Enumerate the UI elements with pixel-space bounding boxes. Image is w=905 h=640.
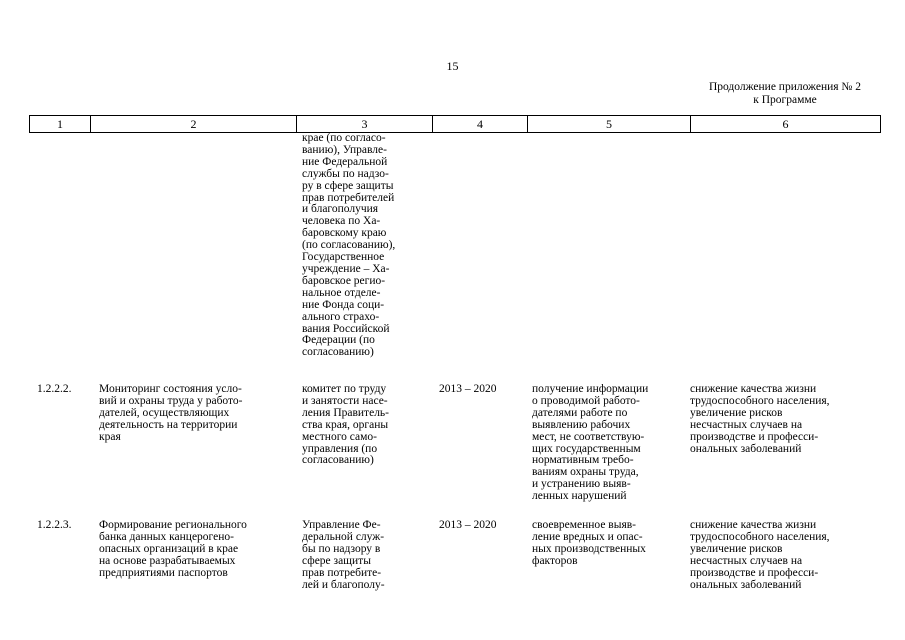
consequence: снижение качества жизни трудоспособного населения, увеличение рисков несчастных случаев на производстве и професси- ональных заболеваний xyxy=(690,383,830,455)
expected-result: своевременное выяв- ление вредных и опас- ных производственных факторов xyxy=(532,519,646,567)
annex-line-2: к Программе xyxy=(753,94,817,106)
column-header-5: 5 xyxy=(528,116,691,133)
annex-caption xyxy=(640,81,905,107)
column-header-1: 1 xyxy=(30,116,91,133)
column-number-header xyxy=(29,115,881,133)
header-row xyxy=(30,116,881,133)
measure-name: Мониторинг состояния усло- вий и охраны труда у работо- дателей, осуществляющих деятельность на территории края xyxy=(99,383,243,443)
column-header-2: 2 xyxy=(91,116,297,133)
executor: комитет по труду и занятости насе- ления Правитель- ства края, органы местного само- управления (по согласованию) xyxy=(302,383,390,467)
column-header-6: 6 xyxy=(691,116,881,133)
column-header-3: 3 xyxy=(297,116,433,133)
annex-line-1: Продолжение приложения № 2 xyxy=(708,81,862,93)
continued-executor: крае (по согласо- ванию), Управле- ние Федеральной службы по надзо- ру в сфере защиты прав потребителей и благополучия человека по Ха- баровскому краю (по согласованию), Государственное учреждение – Ха- баровское регио- нальное отделе- ние Фонда соци- ального страхо- вания Российской Федерации (по согласованию) xyxy=(302,132,396,359)
executor: Управление Фе- деральной служ- бы по надзору в сфере защиты прав потребите- лей и благополу- xyxy=(302,519,385,591)
period: 2013 – 2020 xyxy=(439,519,497,531)
period: 2013 – 2020 xyxy=(439,383,497,395)
measure-name: Формирование регионального банка данных канцерогено- опасных организаций в крае на основе разрабатываемых предприятиями паспортов xyxy=(99,519,247,579)
row-number: 1.2.2.2. xyxy=(37,383,72,395)
consequence: снижение качества жизни трудоспособного населения, увеличение рисков несчастных случаев на производстве и професси- ональных заболеваний xyxy=(690,519,830,591)
page-number: 15 xyxy=(446,59,459,73)
row-number: 1.2.2.3. xyxy=(37,519,72,531)
expected-result: получение информации о проводимой работо- дателями работе по выявлению рабочих мест, не соответствую- щих государственным нормативным требо- ваниям охраны труда, и устранению выяв- ленных нарушений xyxy=(532,383,649,503)
column-header-4: 4 xyxy=(433,116,528,133)
